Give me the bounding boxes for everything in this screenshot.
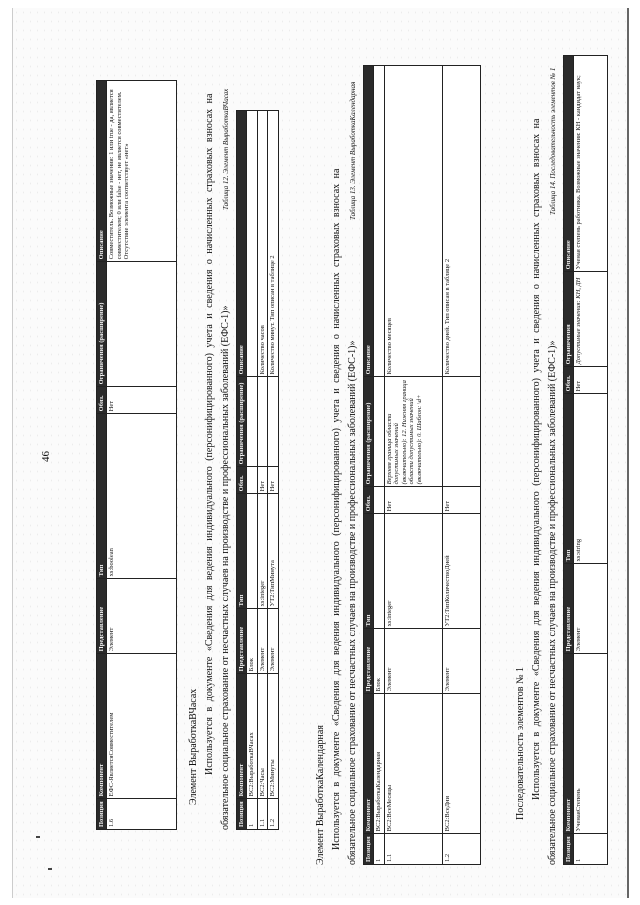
cell-required: Нет	[384, 487, 442, 514]
cell-type: xs:boolean	[107, 414, 177, 579]
th-type: Тип	[97, 414, 107, 579]
cell-type: УТ2:ТипКоличествоДней	[442, 514, 480, 629]
cell-position: 1.6	[107, 799, 177, 830]
th-position: Позиция	[364, 834, 374, 865]
table-row	[107, 81, 177, 830]
th-component: Компонент	[237, 674, 247, 799]
cell-required: Нет	[257, 467, 267, 494]
cell-type	[247, 494, 257, 609]
cell-required	[374, 487, 384, 514]
cell-component: ВС2:ВыработкаКалендарная	[374, 694, 384, 834]
cell-description	[374, 66, 384, 377]
table-row	[574, 56, 608, 865]
th-position: Позиция	[564, 834, 574, 865]
th-restrictions: Ограничения (расширение)	[364, 377, 374, 487]
cell-position: 1	[247, 799, 257, 830]
cell-restrictions: Допустимые значения: КН, ДН	[574, 272, 608, 367]
th-representation: Представление	[237, 609, 247, 674]
th-required: Обяз.	[564, 367, 574, 394]
cell-representation: Элемент	[442, 629, 480, 694]
th-restrictions: Ограничения	[564, 272, 574, 367]
table-row	[374, 66, 384, 865]
cell-component: ВС2:ВсеДни	[442, 694, 480, 834]
cell-position: 1.2	[442, 834, 480, 865]
th-position: Позиция	[97, 799, 107, 830]
th-description: Описание	[237, 111, 247, 377]
section-paragraph-line1: Используется в документе «Сведения для ведения индивидуального (персонифицированного) учета и сведения о начисленных страховых взносах на	[531, 118, 542, 800]
cell-required: Нет	[268, 467, 278, 494]
th-required: Обяз.	[364, 487, 374, 514]
table-caption-12: Таблица 12. Элемент ВыработкаВЧасах	[222, 88, 230, 210]
th-component: Компонент	[564, 654, 574, 834]
section-paragraph-line2: обязательное социальное страхование от несчастных случаев на производстве и профессиональных заболеваний (ЕФС-1)»	[347, 340, 358, 865]
cell-representation: Блок	[374, 629, 384, 694]
cell-representation: Элемент	[268, 609, 278, 674]
cell-required: Нет	[442, 487, 480, 514]
cell-representation: Блок	[247, 609, 257, 674]
table-row	[247, 111, 257, 830]
th-position: Позиция	[237, 799, 247, 830]
cell-restrictions	[247, 377, 257, 467]
cell-position: 1	[574, 834, 608, 865]
cell-representation: Элемент	[257, 609, 267, 674]
table-row	[268, 111, 278, 830]
cell-description: Количество часов	[257, 111, 267, 377]
cell-description: Количество месяцев	[384, 66, 442, 377]
cell-representation: Элемент	[574, 564, 608, 654]
cell-representation: Элемент	[384, 629, 442, 694]
table-row	[384, 66, 442, 865]
th-component: Компонент	[97, 654, 107, 799]
table-12	[236, 110, 279, 830]
section-paragraph-line1: Используется в документе «Сведения для ведения индивидуального (персонифицированного) учета и сведения о начисленных страховых взносах на	[331, 168, 342, 850]
cell-position: 1.2	[268, 799, 278, 830]
cell-type: УТ2:ТипМинута	[268, 494, 278, 609]
cell-restrictions	[442, 377, 480, 487]
th-restrictions: Ограничения (расширение)	[97, 262, 107, 387]
table-continuation	[96, 80, 177, 830]
cell-component: УченаяСтепень	[574, 654, 608, 834]
cell-component: ВС2:ВсеМесяцы	[384, 694, 442, 834]
cell-representation: Элемент	[107, 579, 177, 654]
th-required: Обяз.	[237, 467, 247, 494]
cell-type	[374, 514, 384, 629]
th-representation: Представление	[564, 564, 574, 654]
cell-position: 1	[374, 834, 384, 865]
cell-restrictions: Верхняя граница области допустимых значений (включительно): 12. Нижняя граница области допустимых значений (включительно): 0. Шаблон: \d+	[384, 377, 442, 487]
th-restrictions: Ограничения (расширение)	[237, 377, 247, 467]
cell-restrictions	[374, 377, 384, 487]
cell-required: Нет	[107, 387, 177, 414]
th-type: Тип	[237, 494, 247, 609]
cell-restrictions	[257, 377, 267, 467]
table-13	[363, 65, 481, 865]
cell-component: ВС2:Часы	[257, 674, 267, 799]
th-description: Описание	[364, 66, 374, 377]
th-type: Тип	[564, 394, 574, 564]
th-required: Обяз.	[97, 387, 107, 414]
table-14	[563, 55, 608, 865]
th-description: Описание	[564, 56, 574, 272]
cell-required: Нет	[574, 367, 608, 394]
cell-description: Количество минут. Тип описан в таблице 2	[268, 111, 278, 377]
cell-type: xs:integer	[257, 494, 267, 609]
section-title-vyrabotka-v-chasah: Элемент ВыработкаВЧасах	[188, 688, 199, 805]
cell-description: Ученая степень работника. Возможные значения: КН - кандидат наук;	[574, 56, 608, 272]
page-number: 46	[40, 451, 52, 462]
cell-type: xs:integer	[384, 514, 442, 629]
section-paragraph-line2: обязательное социальное страхование от несчастных случаев на производстве и профессиональных заболеваний (ЕФС-1)»	[547, 340, 558, 865]
section-title-sequence-1: Последовательность элементов № 1	[515, 666, 526, 820]
th-representation: Представление	[364, 629, 374, 694]
table-row	[257, 111, 267, 830]
cell-position: 1.1	[384, 834, 442, 865]
section-paragraph-line1: Используется в документе «Сведения для ведения индивидуального (персонифицированного) учета и сведения о начисленных страховых взносах на	[204, 93, 215, 775]
th-representation: Представление	[97, 579, 107, 654]
cell-description: Количество дней. Тип описан в таблице 2	[442, 66, 480, 377]
section-title-vyrabotka-kalendarnaya: Элемент ВыработкаКалендарная	[315, 725, 326, 865]
th-description: Описание	[97, 81, 107, 262]
cell-component: ЕФС-ЯвляетсяСовместителем	[107, 654, 177, 799]
cell-type: xs:string	[574, 394, 608, 564]
th-component: Компонент	[364, 694, 374, 834]
table-row	[442, 66, 480, 865]
cell-description: Совместитель. Возможные значения: 1 или true - да, является совместителем; 0 или false - нет, не является совместителем. Отсутствие элемента соответствует «нет»	[107, 81, 177, 262]
cell-description	[247, 111, 257, 377]
table-caption-13: Таблица 13. Элемент ВыработкаКалендарная	[349, 81, 357, 220]
cell-component: ВС2:Минуты	[268, 674, 278, 799]
table-caption-14: Таблица 14. Последовательность элементов № 1	[549, 67, 557, 215]
th-type: Тип	[364, 514, 374, 629]
cell-component: ВС2:ВыработкаВЧасах	[247, 674, 257, 799]
cell-position: 1.1	[257, 799, 267, 830]
section-paragraph-line2: обязательное социальное страхование от несчастных случаев на производстве и профессиональных заболеваний (ЕФС-1)»	[220, 305, 231, 830]
cell-restrictions	[107, 262, 177, 387]
cell-restrictions	[268, 377, 278, 467]
cell-required	[247, 467, 257, 494]
